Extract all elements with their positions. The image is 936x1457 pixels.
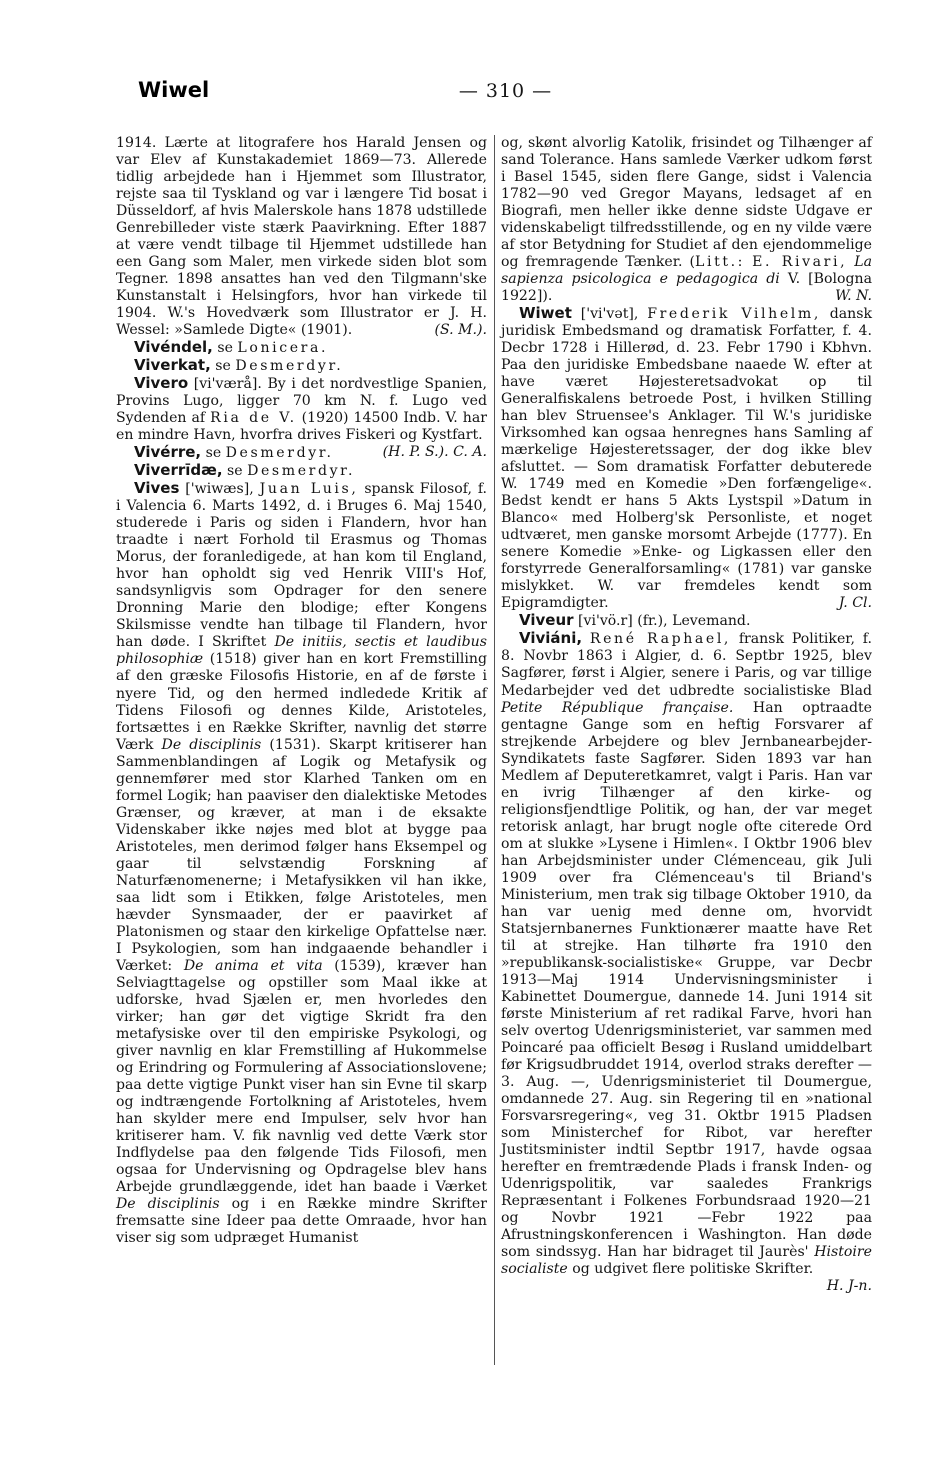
work-title: De disciplinis bbox=[116, 1195, 220, 1212]
entry-headword: Wiwet bbox=[519, 304, 572, 323]
entry-text: og, skønt alvorlig Katolik, frisindet og Tilhænger af sand Tolerance. Hans samlede Værker udkom først i Basel 1545, siden flere Gange, sidst i Valencia 1782—90 ved Gregor Mayans, ledsaget af en Biografi, men heller ikke denne sidste Udgave er videnskabeligt tilfredsstillende, og en ny vilde være af stor Betydning for Studiet af den ejendommelige og fremragende Tænker. ( bbox=[501, 135, 872, 271]
entry-text: (1920) 14500 Indb. V. har en mindre Havn, hvorfra drives Fiskeri og Kystfart. bbox=[116, 410, 487, 444]
entry-viveur bbox=[501, 612, 872, 630]
person-name: Frederik Vilhelm, bbox=[647, 306, 821, 323]
entry-text: og i en Række mindre Skrifter fremsatte sine Ideer paa dette Omraade, hvor han viser sig som udpræget Humanist bbox=[116, 1195, 487, 1246]
left-column bbox=[116, 135, 487, 1247]
page-header bbox=[138, 76, 873, 108]
cross-reference: Desmerdyr. bbox=[235, 358, 344, 375]
entry-text: Han optraadte gentagne Gange som en heftig Forsvarer af strejkende Arbejdere og blev Jernbanearbejder-Syndikatets faste Sagfører. Siden 1893 var han Medlem af Deputeretkamret, valgt i Paris. Han var en ivrig Tilhænger af den kirke- og religionsfjendtlige Politik, og han, der var meget retorisk anlagt, har brugt nogle ofte citerede Ord om at slukke »Lysene i Himlen«. I Oktbr 1906 blev han Arbejdsminister under Clémenceau, gik Juli 1909 over fra Clémenceau's til Briand's Ministerium, men trak sig tilbage Oktober 1910, da han var uenig med denne om, hvorvidt Statsjernbanernes Funktionærer maatte have Ret til at strejke. Han tilhørte fra 1910 den »republikansk-socialistiske« Gruppe, var Decbr 1913—Maj 1914 Undervisningsminister i Kabinettet Doumergue, dannede 14. Juni 1914 sit første Ministerium af ret radikal Farve, hvori han selv overtog Udenrigsministeriet, var sammen med Poincaré paa officielt Besøg i Rusland umiddelbart før Krigsudbruddet 1914, overlod straks derefter — 3. Aug. —, Udenrigsministeriet til Doumergue, omdannede 27. Aug. sin Regering til en »national Forsvarsregering«, veg 31. Oktbr 1915 Pladsen som Ministerchef for Ribot, var herefter Justitsminister indtil Septbr 1917, havde ogsaa herefter en fremtrædende Plads i fransk Inden- og Udenrigspolitik, var saaledes Frankrigs Repræsentant i Folkenes Forbundsraad 1920—21 og Novbr 1921 —Febr 1922 paa Afrustningskonferencen i Washington. Han døde som sindssyg. Han har bidraget til Jaurès' bbox=[501, 699, 872, 1261]
entry-text: (1539), kræver han Selviagttagelse og opstiller som Maal ikke at udforske, hvad Sjælen er, men hvorledes den virker; han gør det vigtige Skridt fra den metafysiske over til den empiriske Psykologi, og giver navnlig en klar Fremstilling af Hukommelse og Erindring og Formulering af Associationslovene; paa dette vigtige Punkt viser han sin Evne til skarp og indtrængende Fortolkning af Aristoteles, hvem han skylder mere end Impulser, selv hvor han kritiserer ham. V. fik navnlig ved dette Værk stor Indflydelse paa den følgende Tids Filosofi, men ogsaa for Undervisning og Opdragelse blev hans Arbejde grundlæggende, idet han baade i Værket bbox=[116, 957, 488, 1195]
entry-text: V. [Bologna 1922]). bbox=[501, 271, 873, 305]
running-headword: Wiwel bbox=[138, 78, 210, 102]
entry-wiwet bbox=[501, 305, 872, 612]
entry-text: se bbox=[227, 463, 243, 480]
entry-headword: Vives bbox=[134, 479, 180, 498]
pronunciation: ['vi'vət], bbox=[580, 306, 639, 323]
entry-headword: Vivero bbox=[134, 374, 189, 393]
entry-vivendel bbox=[116, 339, 487, 357]
entry-headword: Vivérre, bbox=[134, 443, 202, 462]
entry-viverridae bbox=[116, 462, 487, 480]
pronunciation: [vi'værå]. bbox=[193, 376, 262, 393]
entry-text: (1531). Skarpt kritiserer han Sammenblandingen af Logik og Metafysik og gennemfører med stor Klarhed Tanken om en formel Logik; han paaviser den dialektiske Metodes Grænser, og kræver, at man i de eksakte Videnskaber ikke nøjes med blot at bygge paa Aristoteles, men derimod følger hans Eksempel og gaar til selvstændig Forskning af Naturfænomenerne; i Metafysikken vil han ikke, saa lidt som i Etikken, følge Aristoteles, men hævder Synsmaader, der er paavirket af Platonismen og staar den kirkelige Opfattelse nær. I Psykologien, som han indgaaende behandler i Værket: bbox=[116, 736, 487, 974]
literature-label: Litt.: bbox=[695, 254, 746, 271]
person-name: René Raphael, bbox=[589, 631, 732, 648]
entry-text: spansk Filosof, f. i Valencia 6. Marts 1492, d. i Bruges 6. Maj 1540, studerede i Paris og siden i Flandern, hvor han traadte i nært Forhold til Erasmus og Thomas Morus, der foranledigede, at han kom til England, hvor han opholdt sig ved Henrik VIII's Hof, sandsynligvis som Opdrager for den senere Dronning Marie den blodige; efter Kongens Skilsmisse vendte han tilbage til Flandern, hvor han døde. I Skriftet bbox=[116, 481, 488, 651]
work-title: De anima et vita bbox=[183, 957, 323, 974]
cross-reference: Desmerdyr. bbox=[225, 445, 334, 462]
entry-text: dansk juridisk Embedsmand og dramatisk Forfatter, f. 4. Decbr 1728 i Hillerød, d. 23. Febr 1790 i Kbhvn. Paa den juridiske Embedsbane naaede W. efter at have været Højesteretsadvokat op til Generalfiskalens betroede Post, i hvilken Stilling han blev Struensee's Anklager. Til W.'s juridiske Virksomhed kan ogsaa henregnes hans Samling af mærkelige Højesteretssager, der dog ikke blev afsluttet. — Som dramatisk Forfatter debuterede W. 1749 med en Komedie »Den forfængelige«. Bedst kendt er hans 5 Akts Lystspil »Datum in Blanco« med Holberg'sk Personliste, et noget udtværet, men ganske morsomt Arbejde (1777). En senere Komedie »Enke- og Ligkassen eller den forstyrrede Generalforsamling« (1781) var ganske mislykket. W. var fremdeles kendt som Epigramdigter. bbox=[501, 306, 873, 612]
column-divider bbox=[494, 135, 495, 1365]
author-signature: (H. P. S.). C. A. bbox=[382, 444, 487, 461]
entry-viviani bbox=[501, 629, 872, 1295]
entry-vives bbox=[116, 480, 487, 1247]
entry-headword: Viviáni, bbox=[519, 629, 583, 648]
entry-text: se bbox=[215, 358, 231, 375]
author-signature: J. Cl. bbox=[838, 595, 872, 612]
author-signature: (S. M.). bbox=[434, 322, 487, 339]
cross-reference: Lonicera. bbox=[237, 340, 329, 357]
place-name: Ria de V. bbox=[210, 410, 297, 427]
cross-reference: Desmerdyr. bbox=[247, 463, 356, 480]
author-signature: W. N. bbox=[835, 288, 872, 305]
entry-headword: Viverkat, bbox=[134, 356, 211, 375]
entry-headword: Vivéndel, bbox=[134, 338, 213, 357]
work-title: De initiis, sectis et laudibus philosophiæ bbox=[116, 634, 487, 668]
entry-vives-continuation bbox=[501, 135, 872, 305]
pronunciation: ['wiwæs], bbox=[185, 481, 254, 498]
entry-viverkat bbox=[116, 357, 487, 375]
entry-wiwel-continuation bbox=[116, 135, 487, 339]
author-name: E. Rivari, bbox=[752, 254, 848, 271]
right-column bbox=[501, 135, 872, 1295]
work-title: Histoire socialiste bbox=[501, 1244, 872, 1278]
entry-text: 1914. Lærte at litografere hos Harald Jensen og var Elev af Kunstakademiet 1869—73. Allerede tidlig arbejdede han i Hjemmet som Illustrator, rejste saa til Tyskland og var i længere Tid bosat i Düsseldorf, af hvis Malerskole hans 1878 udstillede Genrebilleder viste stærk Paavirkning. Efter 1887 at være vendt tilbage til Hjemmet udstillede han een Gang som Maler, men virkede siden blot som Tegner. 1898 ansattes han ved den Tilgmann'ske Kunstanstalt i Helsingfors, hvor han virkede til 1904. W.'s Hovedværk som Illustrator er J. H. Wessel: »Samlede Digte« (1901). bbox=[116, 135, 487, 339]
author-signature: H. J-n. bbox=[826, 1278, 872, 1295]
person-name: Juan Luis, bbox=[259, 481, 359, 498]
entry-text: se bbox=[205, 445, 222, 462]
work-title: De disciplinis bbox=[161, 736, 262, 753]
entry-text: fransk Politiker, f. 8. Novbr 1863 i Algier, d. 6. Septbr 1925, blev Sagfører, først i Algier, senere i Paris, og var tillige Medarbejder ved det udbredte socialistiske Blad bbox=[501, 631, 872, 699]
entry-text: se bbox=[217, 340, 233, 357]
entry-text: By i det nordvestlige Spanien, Provins Lugo, ligger 70 km N. f. Lugo ved Sydenden af bbox=[116, 376, 487, 427]
entry-text: [vi'vö.r] (fr.), Levemand. bbox=[578, 613, 751, 630]
entry-headword: Viverrīdæ, bbox=[134, 461, 223, 480]
page-number: — 310 — bbox=[458, 80, 553, 102]
entry-text: (1518) giver han en kort Fremstilling af den græske Filosofis Historie, en af de første i nyere Tid, og den hermed indledede Kritik af Tidens Filosofi og dennes Kilde, Aristoteles, fortsættes i en Række Skrifter, navnlig det større Værk bbox=[116, 651, 487, 753]
entry-headword: Viveur bbox=[519, 611, 574, 630]
entry-text: og udgivet flere politiske Skrifter. bbox=[572, 1261, 814, 1278]
work-title: La sapienza psicologica e pedagogica di bbox=[501, 254, 872, 288]
work-title: Petite République française. bbox=[501, 699, 734, 716]
